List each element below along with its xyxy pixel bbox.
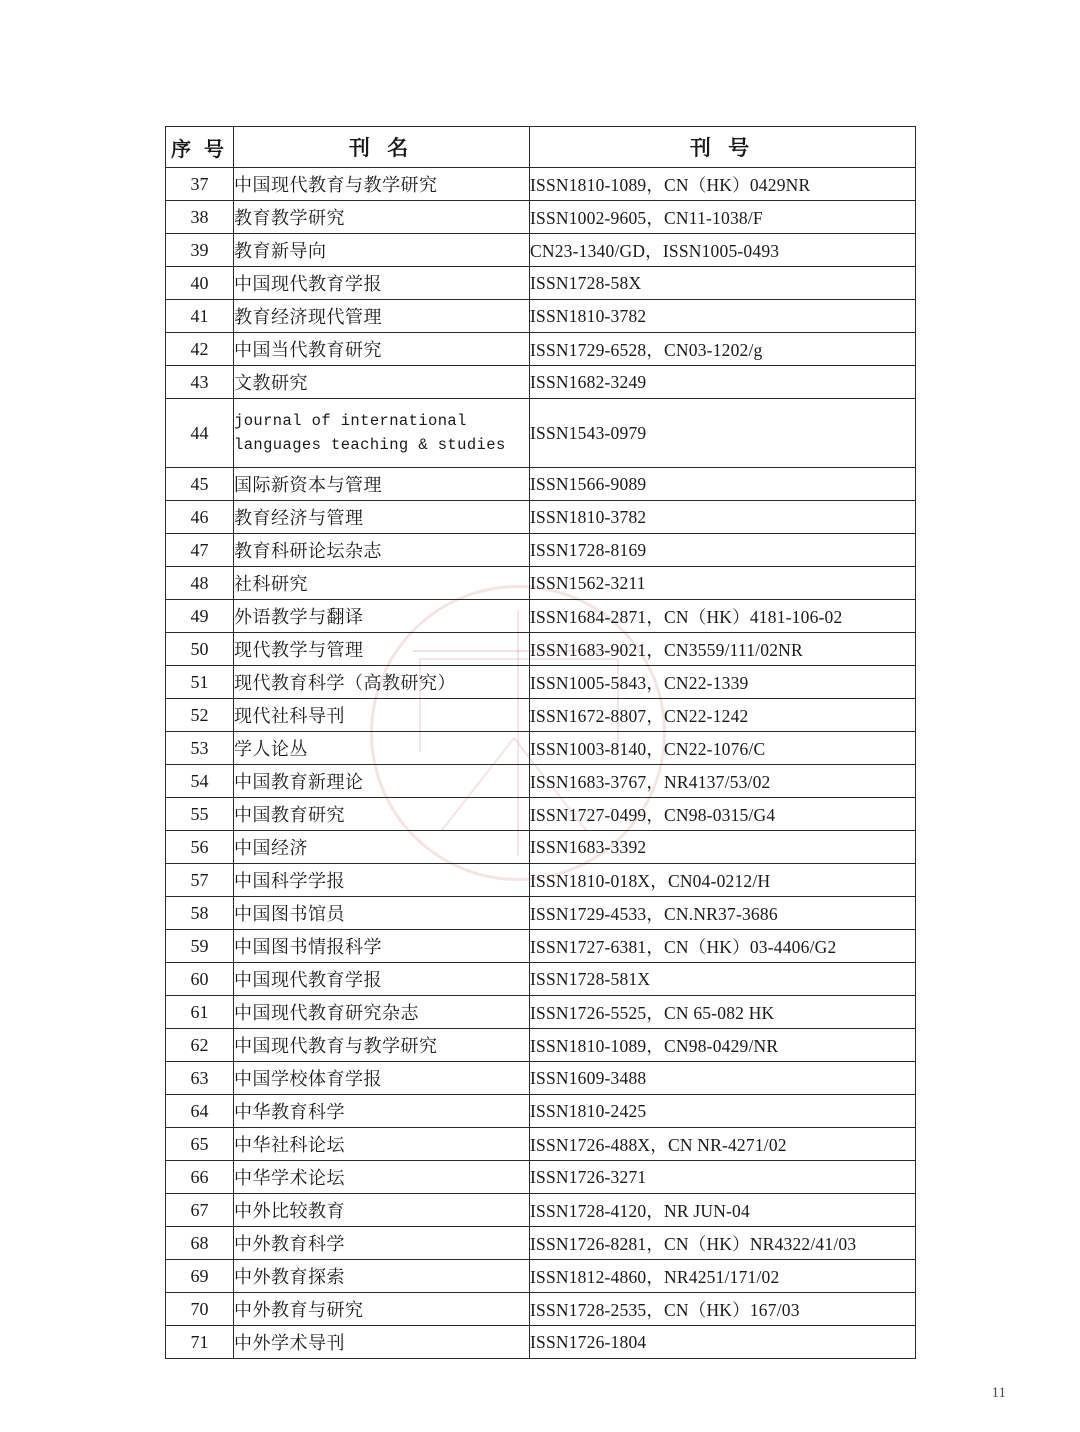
cell-journal-name: 中国学校体育学报 xyxy=(234,1062,530,1095)
table-row xyxy=(166,732,916,765)
cell-no: 61 xyxy=(166,996,234,1029)
cell-no: 42 xyxy=(166,333,234,366)
cell-journal-name: 中外教育科学 xyxy=(234,1227,530,1260)
cell-journal-issn: ISSN1729-6528，CN03-1202/g xyxy=(530,333,916,366)
table-row xyxy=(166,930,916,963)
cell-journal-name: 中外比较教育 xyxy=(234,1194,530,1227)
cell-journal-issn: ISSN1566-9089 xyxy=(530,468,916,501)
cell-journal-issn: ISSN1810-3782 xyxy=(530,501,916,534)
cell-journal-name: 现代教育科学（高教研究） xyxy=(234,666,530,699)
table-row xyxy=(166,1128,916,1161)
cell-journal-name: 中国当代教育研究 xyxy=(234,333,530,366)
cell-no: 49 xyxy=(166,600,234,633)
cell-no: 70 xyxy=(166,1293,234,1326)
table-row xyxy=(166,567,916,600)
table-row xyxy=(166,201,916,234)
cell-no: 58 xyxy=(166,897,234,930)
cell-journal-name: 中国图书馆员 xyxy=(234,897,530,930)
cell-journal-issn: ISSN1726-5525，CN 65-082 HK xyxy=(530,996,916,1029)
cell-journal-issn: ISSN1002-9605，CN11-1038/F xyxy=(530,201,916,234)
cell-journal-issn: ISSN1684-2871，CN（HK）4181-106-02 xyxy=(530,600,916,633)
cell-journal-issn: ISSN1005-5843，CN22-1339 xyxy=(530,666,916,699)
cell-journal-name: 中外教育与研究 xyxy=(234,1293,530,1326)
cell-journal-issn: ISSN1728-581X xyxy=(530,963,916,996)
cell-no: 67 xyxy=(166,1194,234,1227)
cell-no: 66 xyxy=(166,1161,234,1194)
cell-no: 38 xyxy=(166,201,234,234)
cell-no: 39 xyxy=(166,234,234,267)
column-header-journal-name: 刊 名 xyxy=(234,127,530,168)
cell-journal-issn: ISSN1726-8281，CN（HK）NR4322/41/03 xyxy=(530,1227,916,1260)
cell-no: 62 xyxy=(166,1029,234,1062)
table-row xyxy=(166,1227,916,1260)
table-row xyxy=(166,633,916,666)
cell-no: 68 xyxy=(166,1227,234,1260)
cell-journal-name: 中华社科论坛 xyxy=(234,1128,530,1161)
page-number: 11 xyxy=(991,1385,1006,1401)
cell-journal-issn: ISSN1726-3271 xyxy=(530,1161,916,1194)
cell-no: 44 xyxy=(166,399,234,468)
cell-journal-name: 中国图书情报科学 xyxy=(234,930,530,963)
cell-journal-name: 中华学术论坛 xyxy=(234,1161,530,1194)
cell-journal-issn: ISSN1562-3211 xyxy=(530,567,916,600)
cell-journal-name: 中华教育科学 xyxy=(234,1095,530,1128)
table-row xyxy=(166,399,916,468)
cell-journal-name: 教育新导向 xyxy=(234,234,530,267)
table-row xyxy=(166,699,916,732)
cell-journal-issn: ISSN1682-3249 xyxy=(530,366,916,399)
cell-journal-name: 教育经济现代管理 xyxy=(234,300,530,333)
cell-journal-name: journal of international languages teaching & studies xyxy=(234,399,530,468)
table-row xyxy=(166,600,916,633)
cell-no: 54 xyxy=(166,765,234,798)
table-row xyxy=(166,1062,916,1095)
cell-journal-issn: ISSN1810-2425 xyxy=(530,1095,916,1128)
table-row xyxy=(166,831,916,864)
cell-no: 69 xyxy=(166,1260,234,1293)
table-row xyxy=(166,864,916,897)
cell-journal-issn: ISSN1729-4533，CN.NR37-3686 xyxy=(530,897,916,930)
cell-journal-issn: ISSN1810-3782 xyxy=(530,300,916,333)
cell-journal-issn: ISSN1728-2535，CN（HK）167/03 xyxy=(530,1293,916,1326)
table-row xyxy=(166,897,916,930)
cell-no: 56 xyxy=(166,831,234,864)
cell-no: 59 xyxy=(166,930,234,963)
cell-no: 64 xyxy=(166,1095,234,1128)
table-header-row xyxy=(166,127,916,168)
table-row xyxy=(166,468,916,501)
cell-journal-name: 中国现代教育学报 xyxy=(234,963,530,996)
cell-journal-issn: ISSN1812-4860，NR4251/171/02 xyxy=(530,1260,916,1293)
cell-journal-name: 中国科学学报 xyxy=(234,864,530,897)
table-row xyxy=(166,1029,916,1062)
table-row xyxy=(166,1326,916,1359)
column-header-no: 序 号 xyxy=(166,127,234,168)
cell-journal-name: 中国教育研究 xyxy=(234,798,530,831)
table-row xyxy=(166,366,916,399)
cell-journal-issn: ISSN1672-8807，CN22-1242 xyxy=(530,699,916,732)
cell-journal-name: 中外教育探索 xyxy=(234,1260,530,1293)
cell-journal-issn: ISSN1726-488X，CN NR-4271/02 xyxy=(530,1128,916,1161)
table-body xyxy=(166,168,916,1359)
table-row xyxy=(166,300,916,333)
cell-journal-name: 文教研究 xyxy=(234,366,530,399)
cell-no: 46 xyxy=(166,501,234,534)
cell-journal-issn: ISSN1726-1804 xyxy=(530,1326,916,1359)
cell-journal-issn: ISSN1810-1089，CN98-0429/NR xyxy=(530,1029,916,1062)
cell-journal-issn: ISSN1728-58X xyxy=(530,267,916,300)
cell-no: 45 xyxy=(166,468,234,501)
table-row xyxy=(166,798,916,831)
cell-no: 52 xyxy=(166,699,234,732)
cell-journal-name: 中国现代教育与教学研究 xyxy=(234,1029,530,1062)
table-row xyxy=(166,267,916,300)
cell-journal-issn: ISSN1609-3488 xyxy=(530,1062,916,1095)
cell-journal-issn: ISSN1810-1089，CN（HK）0429NR xyxy=(530,168,916,201)
table-row xyxy=(166,1095,916,1128)
cell-journal-issn: ISSN1810-018X，CN04-0212/H xyxy=(530,864,916,897)
cell-no: 43 xyxy=(166,366,234,399)
cell-no: 47 xyxy=(166,534,234,567)
cell-no: 40 xyxy=(166,267,234,300)
table-row xyxy=(166,963,916,996)
table-row xyxy=(166,501,916,534)
table-row xyxy=(166,1293,916,1326)
cell-journal-name: 国际新资本与管理 xyxy=(234,468,530,501)
cell-journal-name: 现代社科导刊 xyxy=(234,699,530,732)
cell-no: 53 xyxy=(166,732,234,765)
cell-journal-issn: ISSN1683-9021，CN3559/111/02NR xyxy=(530,633,916,666)
cell-journal-name: 中国现代教育学报 xyxy=(234,267,530,300)
cell-journal-name: 学人论丛 xyxy=(234,732,530,765)
cell-no: 50 xyxy=(166,633,234,666)
cell-journal-name: 中外学术导刊 xyxy=(234,1326,530,1359)
cell-journal-name: 中国现代教育与教学研究 xyxy=(234,168,530,201)
cell-no: 63 xyxy=(166,1062,234,1095)
cell-journal-name: 现代教学与管理 xyxy=(234,633,530,666)
cell-journal-issn: ISSN1728-8169 xyxy=(530,534,916,567)
table-row xyxy=(166,1161,916,1194)
table-row xyxy=(166,234,916,267)
journal-list-table xyxy=(165,126,916,1359)
column-header-journal-issn: 刊 号 xyxy=(530,127,916,168)
cell-journal-issn: ISSN1543-0979 xyxy=(530,399,916,468)
cell-journal-name: 中国经济 xyxy=(234,831,530,864)
cell-journal-name: 社科研究 xyxy=(234,567,530,600)
cell-journal-issn: ISSN1683-3392 xyxy=(530,831,916,864)
table-row xyxy=(166,765,916,798)
cell-no: 57 xyxy=(166,864,234,897)
cell-journal-name: 教育科研论坛杂志 xyxy=(234,534,530,567)
cell-journal-name: 中国现代教育研究杂志 xyxy=(234,996,530,1029)
cell-journal-name: 教育经济与管理 xyxy=(234,501,530,534)
cell-journal-name: 外语教学与翻译 xyxy=(234,600,530,633)
table-row xyxy=(166,333,916,366)
cell-journal-issn: ISSN1683-3767，NR4137/53/02 xyxy=(530,765,916,798)
table-row xyxy=(166,534,916,567)
cell-journal-issn: ISSN1727-0499，CN98-0315/G4 xyxy=(530,798,916,831)
cell-no: 60 xyxy=(166,963,234,996)
journal-list-table-container xyxy=(165,126,915,1359)
table-row xyxy=(166,168,916,201)
cell-no: 41 xyxy=(166,300,234,333)
cell-journal-issn: ISSN1003-8140，CN22-1076/C xyxy=(530,732,916,765)
cell-no: 51 xyxy=(166,666,234,699)
table-row xyxy=(166,996,916,1029)
table-header xyxy=(166,127,916,168)
table-row xyxy=(166,666,916,699)
cell-no: 48 xyxy=(166,567,234,600)
table-row xyxy=(166,1260,916,1293)
cell-journal-name: 教育教学研究 xyxy=(234,201,530,234)
cell-journal-issn: ISSN1728-4120，NR JUN-04 xyxy=(530,1194,916,1227)
cell-no: 55 xyxy=(166,798,234,831)
cell-journal-issn: ISSN1727-6381，CN（HK）03-4406/G2 xyxy=(530,930,916,963)
cell-no: 71 xyxy=(166,1326,234,1359)
table-row xyxy=(166,1194,916,1227)
cell-no: 37 xyxy=(166,168,234,201)
cell-no: 65 xyxy=(166,1128,234,1161)
cell-journal-issn: CN23-1340/GD，ISSN1005-0493 xyxy=(530,234,916,267)
cell-journal-name: 中国教育新理论 xyxy=(234,765,530,798)
